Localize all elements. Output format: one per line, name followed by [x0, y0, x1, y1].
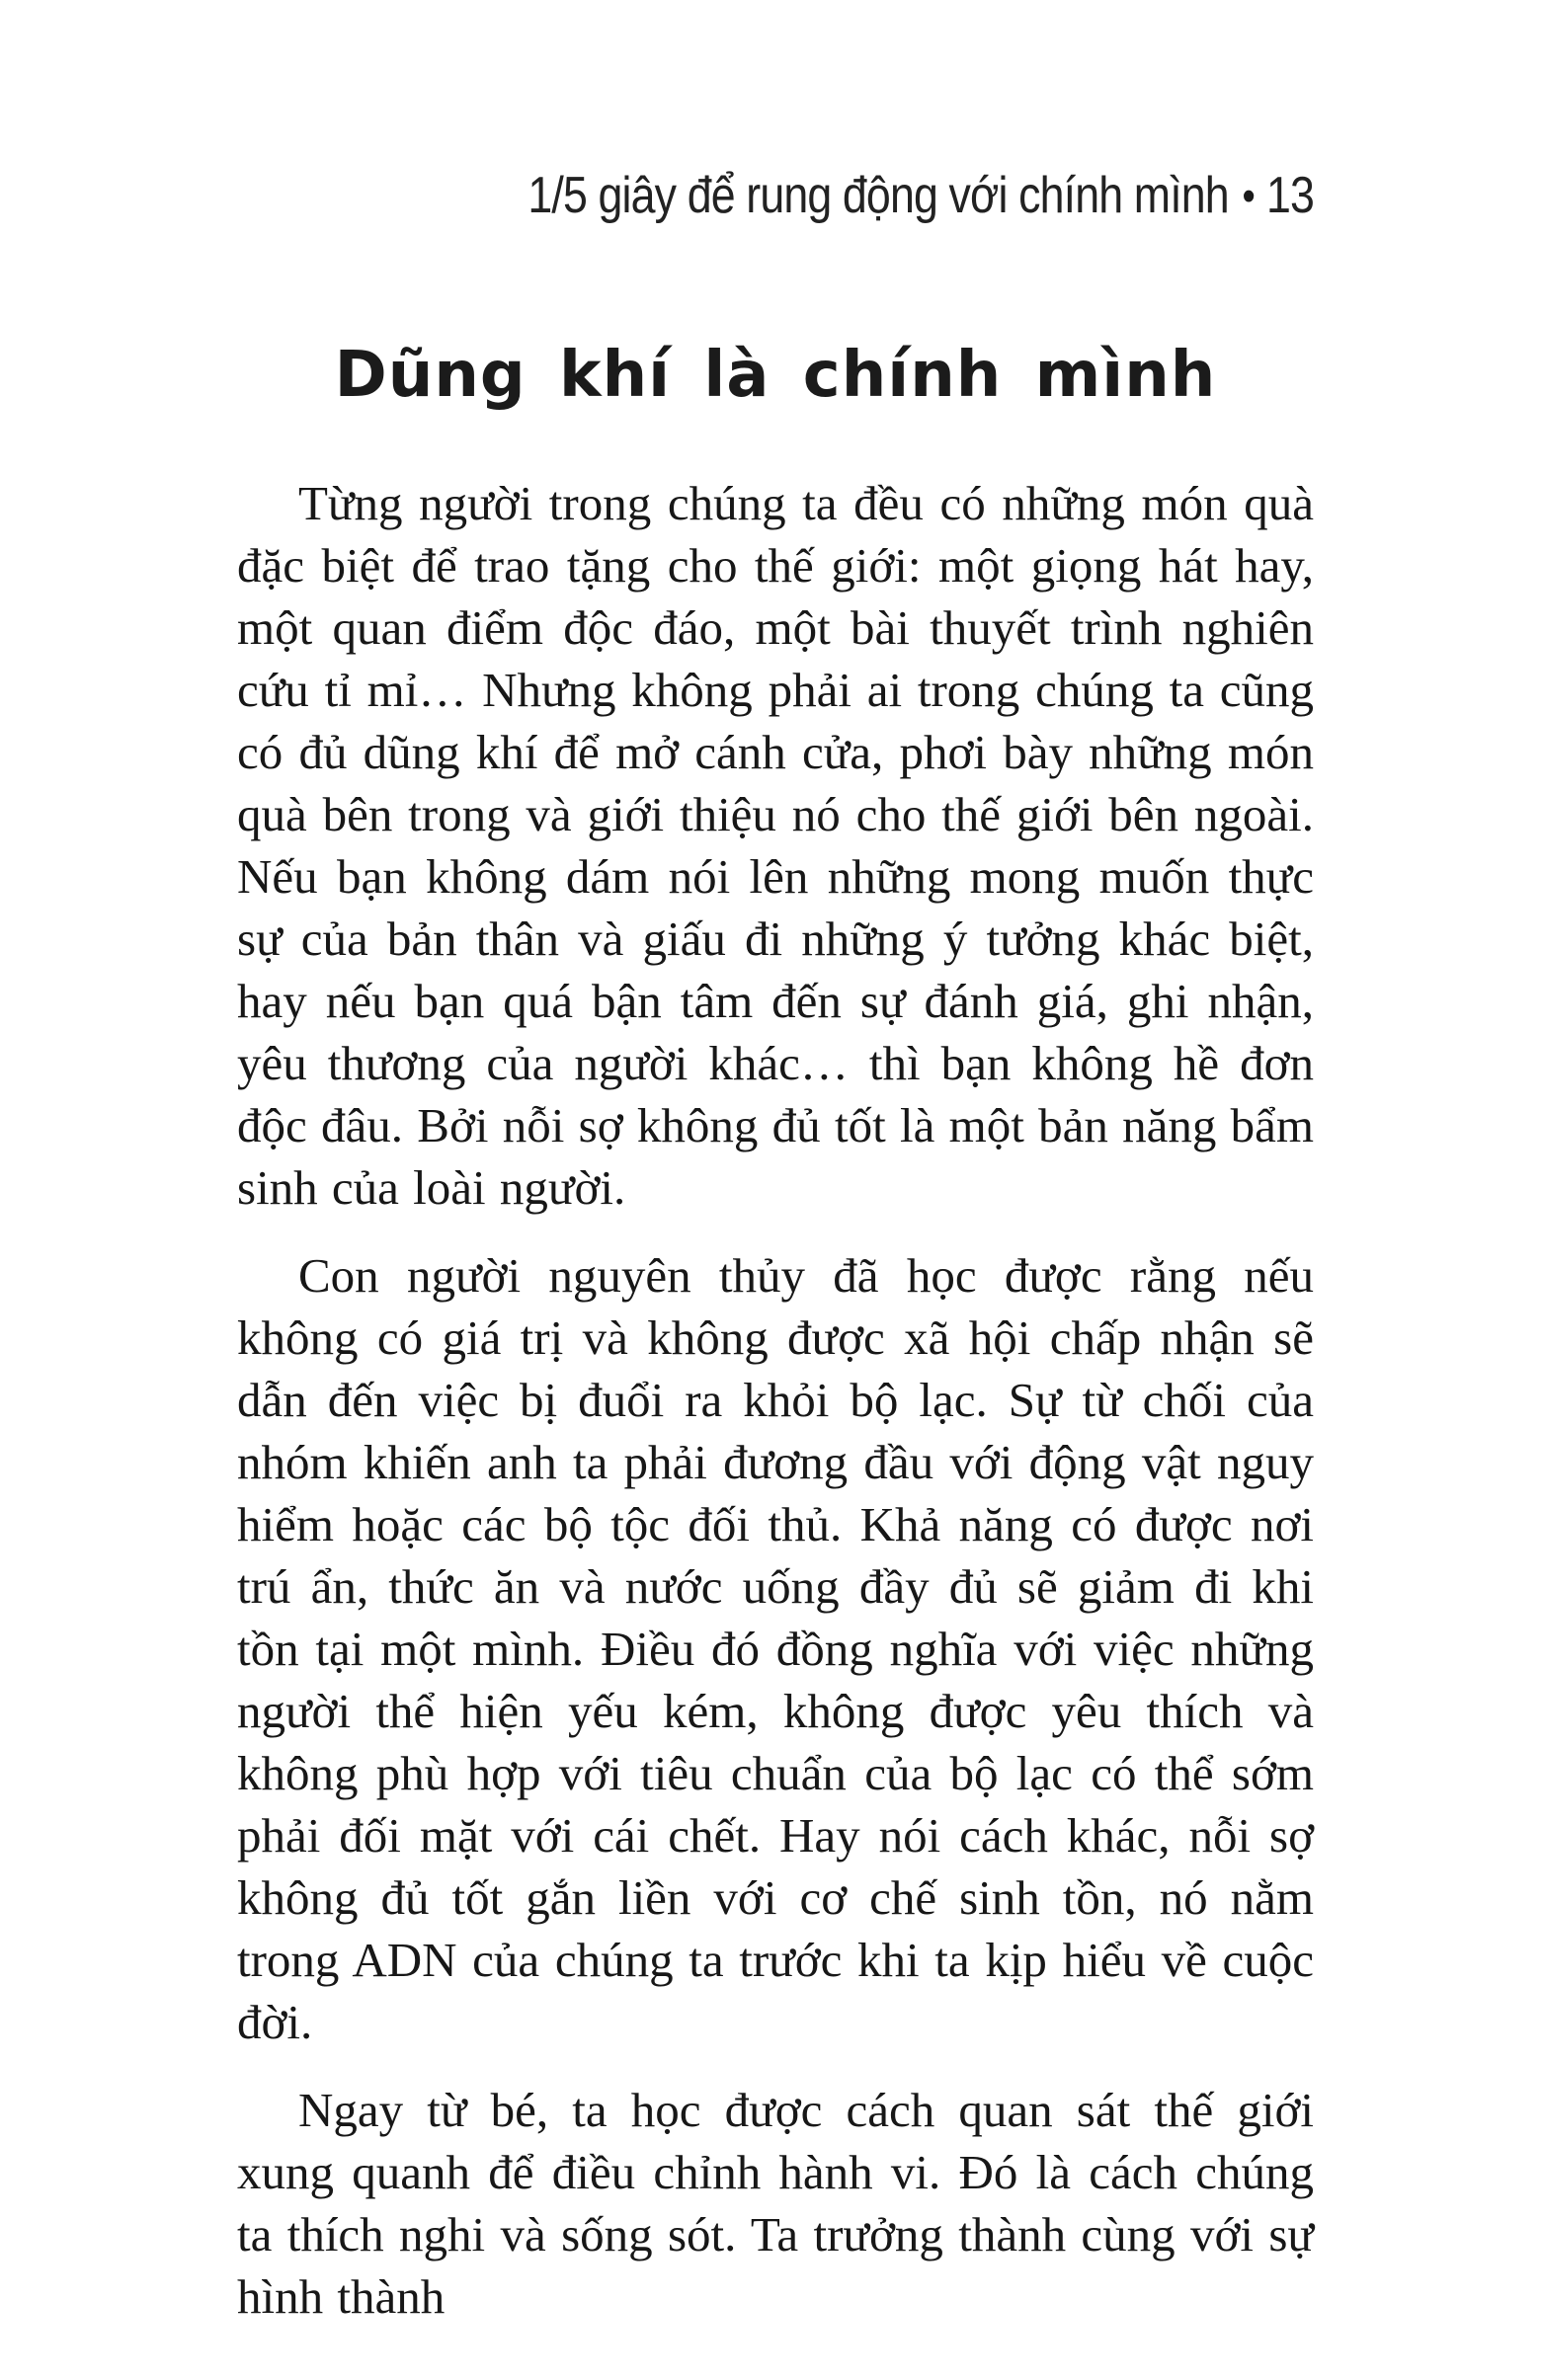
- running-header: [388, 166, 1314, 225]
- paragraph-2: Con người nguyên thủy đã học được rằng nếu không có giá trị và không được xã hội chấp nhận sẽ dẫn đến việc bị đuổi ra khỏi bộ lạc. Sự từ chối của nhóm khiến anh ta phải đương đầu với động vật nguy hiểm hoặc các bộ tộc đối thủ. Khả năng có được nơi trú ẩn, thức ăn và nước uống đầy đủ sẽ giảm đi khi tồn tại một mình. Điều đó đồng nghĩa với việc những người thể hiện yếu kém, không được yêu thích và không phù hợp với tiêu chuẩn của bộ lạc có thể sớm phải đối mặt với cái chết. Hay nói cách khác, nỗi sợ không đủ tốt gắn liền với cơ chế sinh tồn, nó nằm trong ADN của chúng ta trước khi ta kịp hiểu về cuộc đời.: [237, 1248, 1314, 2049]
- body-text: [237, 472, 1314, 2328]
- chapter-title: Dũng khí là chính mình: [334, 338, 1217, 412]
- paragraph-3: Ngay từ bé, ta học được cách quan sát thế giới xung quanh để điều chỉnh hành vi. Đó là cách chúng ta thích nghi và sống sót. Ta trưởng thành cùng với sự hình thành: [237, 2083, 1314, 2324]
- running-header-title: 1/5 giây để rung động với chính mình: [527, 167, 1229, 224]
- bullet-separator-icon: •: [1242, 172, 1255, 220]
- paragraph-1: Từng người trong chúng ta đều có những món quà đặc biệt để trao tặng cho thế giới: một giọng hát hay, một quan điểm độc đáo, một bài thuyết trình nghiên cứu tỉ mỉ… Nhưng không phải ai trong chúng ta cũng có đủ dũng khí để mở cánh cửa, phơi bày những món quà bên trong và giới thiệu nó cho thế giới bên ngoài. Nếu bạn không dám nói lên những mong muốn thực sự của bản thân và giấu đi những ý tưởng khác biệt, hay nếu bạn quá bận tâm đến sự đánh giá, ghi nhận, yêu thương của người khác… thì bạn không hề đơn độc đâu. Bởi nỗi sợ không đủ tốt là một bản năng bẩm sinh của loài người.: [237, 476, 1314, 1215]
- page-number: 13: [1265, 167, 1314, 224]
